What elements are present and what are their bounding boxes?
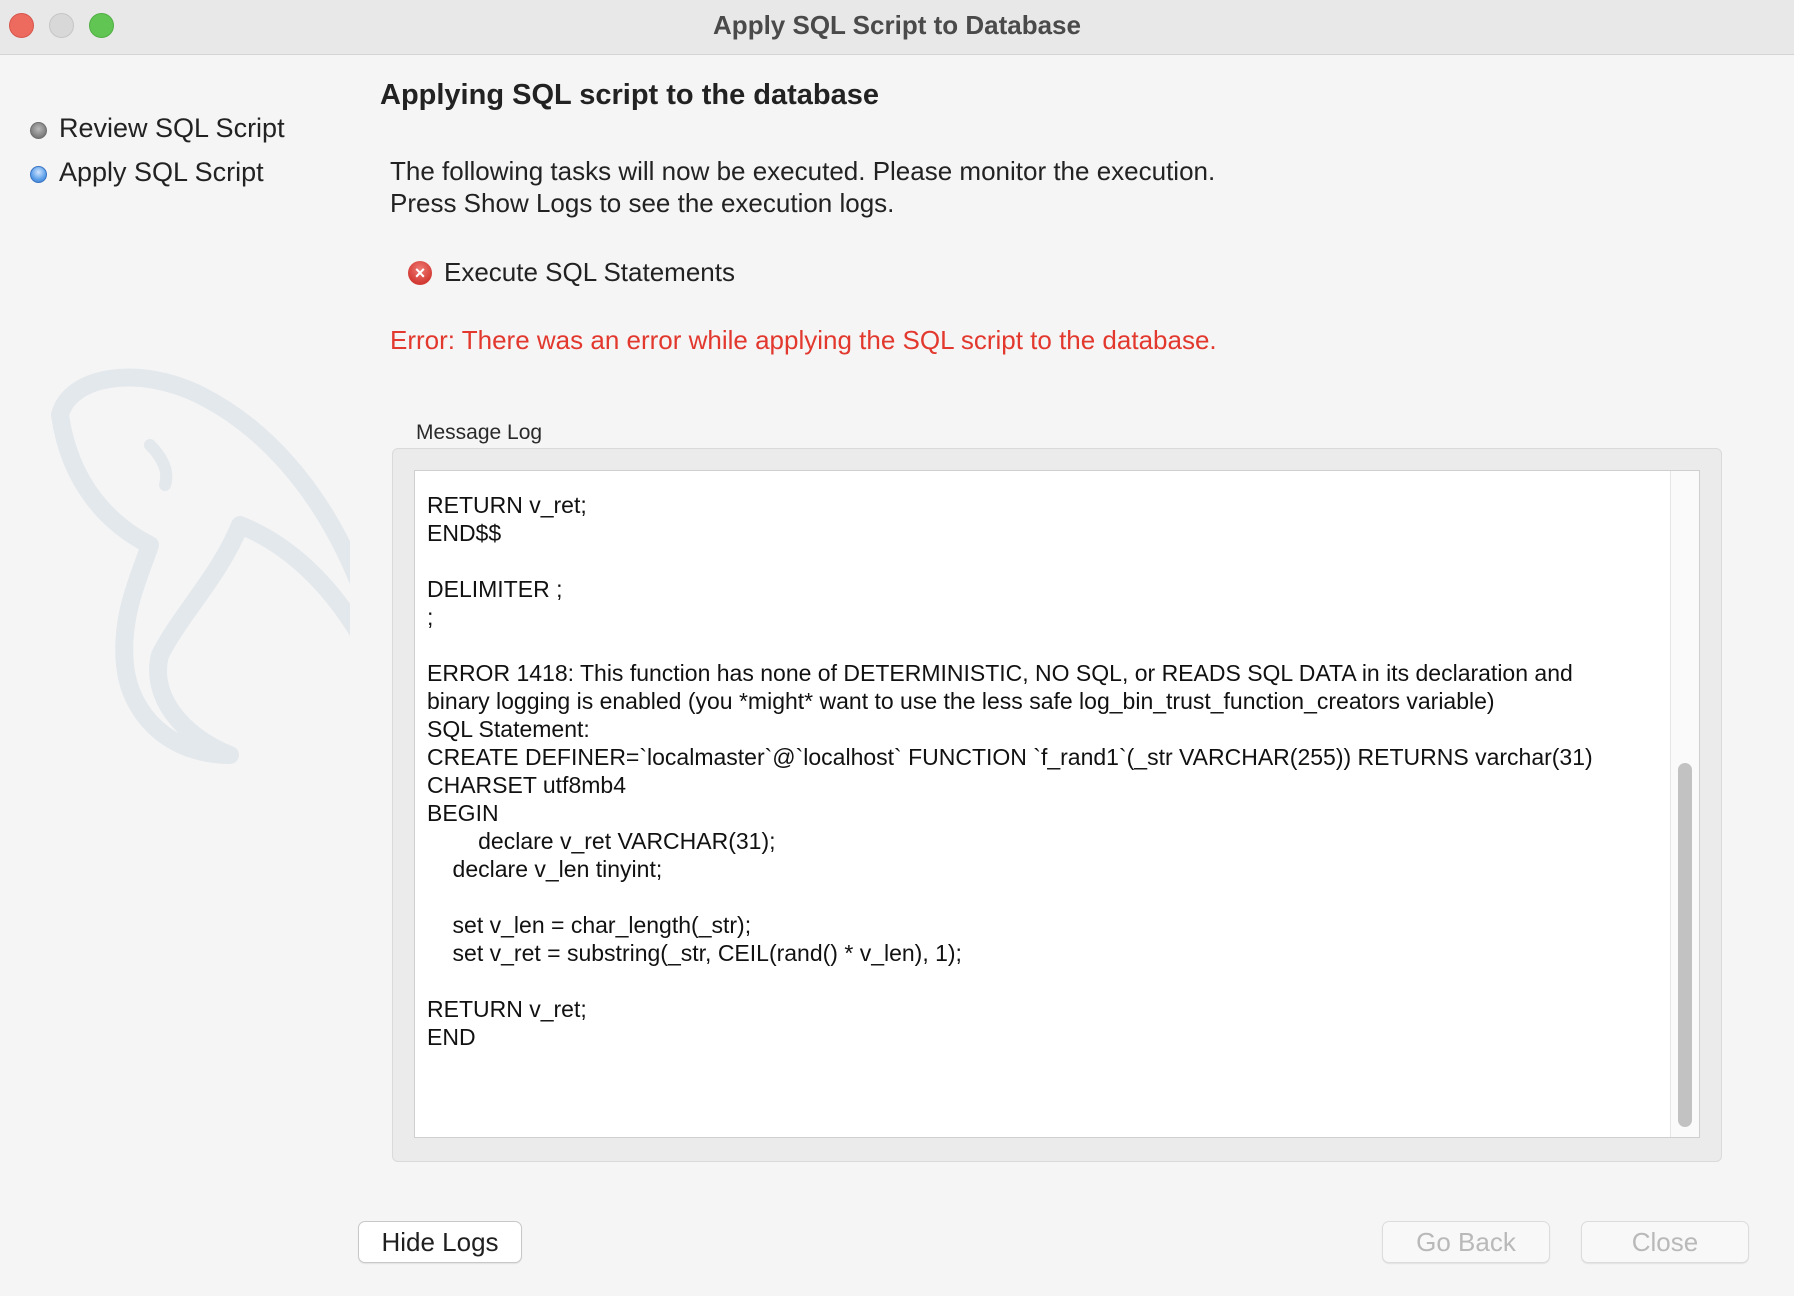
step-current-indicator-icon xyxy=(30,166,47,183)
step-review-sql-script xyxy=(30,113,285,144)
wizard-steps-sidebar xyxy=(0,55,350,1296)
dolphin-watermark-icon xyxy=(30,355,350,775)
log-scrollbar-thumb[interactable] xyxy=(1678,763,1692,1127)
hide-logs-button[interactable]: Hide Logs xyxy=(358,1221,522,1263)
step-apply-sql-script xyxy=(30,157,264,188)
window-title: Apply SQL Script to Database xyxy=(713,10,1081,40)
message-log-text: RETURN v_ret; END$$ DELIMITER ; ; ERROR 1418: This function has none of DETERMINISTIC, NO SQL, or READS SQL DATA in its declaration and binary logging is enabled (you *might* want to use the less safe log_bin_trust_function_creators variable) SQL Statement: CREATE DEFINER=`localmaster`@`localhost` FUNCTION `f_rand1`(_str VARCHAR(255)) RETURNS varchar(31) CHARSET utf8mb4 BEGIN declare v_ret VARCHAR(31); declare v_len tinyint; set v_len = char_length(_str); set v_ret = substring(_str, CEIL(rand() * v_len), 1); RETURN v_ret; END xyxy=(427,492,1593,1050)
error-x-icon: × xyxy=(408,261,432,285)
task-execute-sql-statements xyxy=(408,257,735,288)
message-log-textarea[interactable] xyxy=(414,470,1700,1138)
title-bar xyxy=(0,0,1794,55)
task-label: Execute SQL Statements xyxy=(444,257,735,287)
intro-line-2: Press Show Logs to see the execution logs. xyxy=(390,188,895,218)
step-label: Apply SQL Script xyxy=(59,157,264,187)
intro-text xyxy=(390,155,1215,219)
close-button[interactable]: Close xyxy=(1581,1221,1749,1263)
go-back-button[interactable]: Go Back xyxy=(1382,1221,1550,1263)
page-heading: Applying SQL script to the database xyxy=(380,79,879,111)
message-log-caption: Message Log xyxy=(416,421,543,444)
log-scrollbar[interactable] xyxy=(1670,471,1699,1137)
step-label: Review SQL Script xyxy=(59,113,285,143)
error-message: Error: There was an error while applying the SQL script to the database. xyxy=(390,325,1217,355)
step-done-indicator-icon xyxy=(30,122,47,139)
intro-line-1: The following tasks will now be executed. Please monitor the execution. xyxy=(390,156,1216,186)
dialog-content xyxy=(0,55,1794,1296)
